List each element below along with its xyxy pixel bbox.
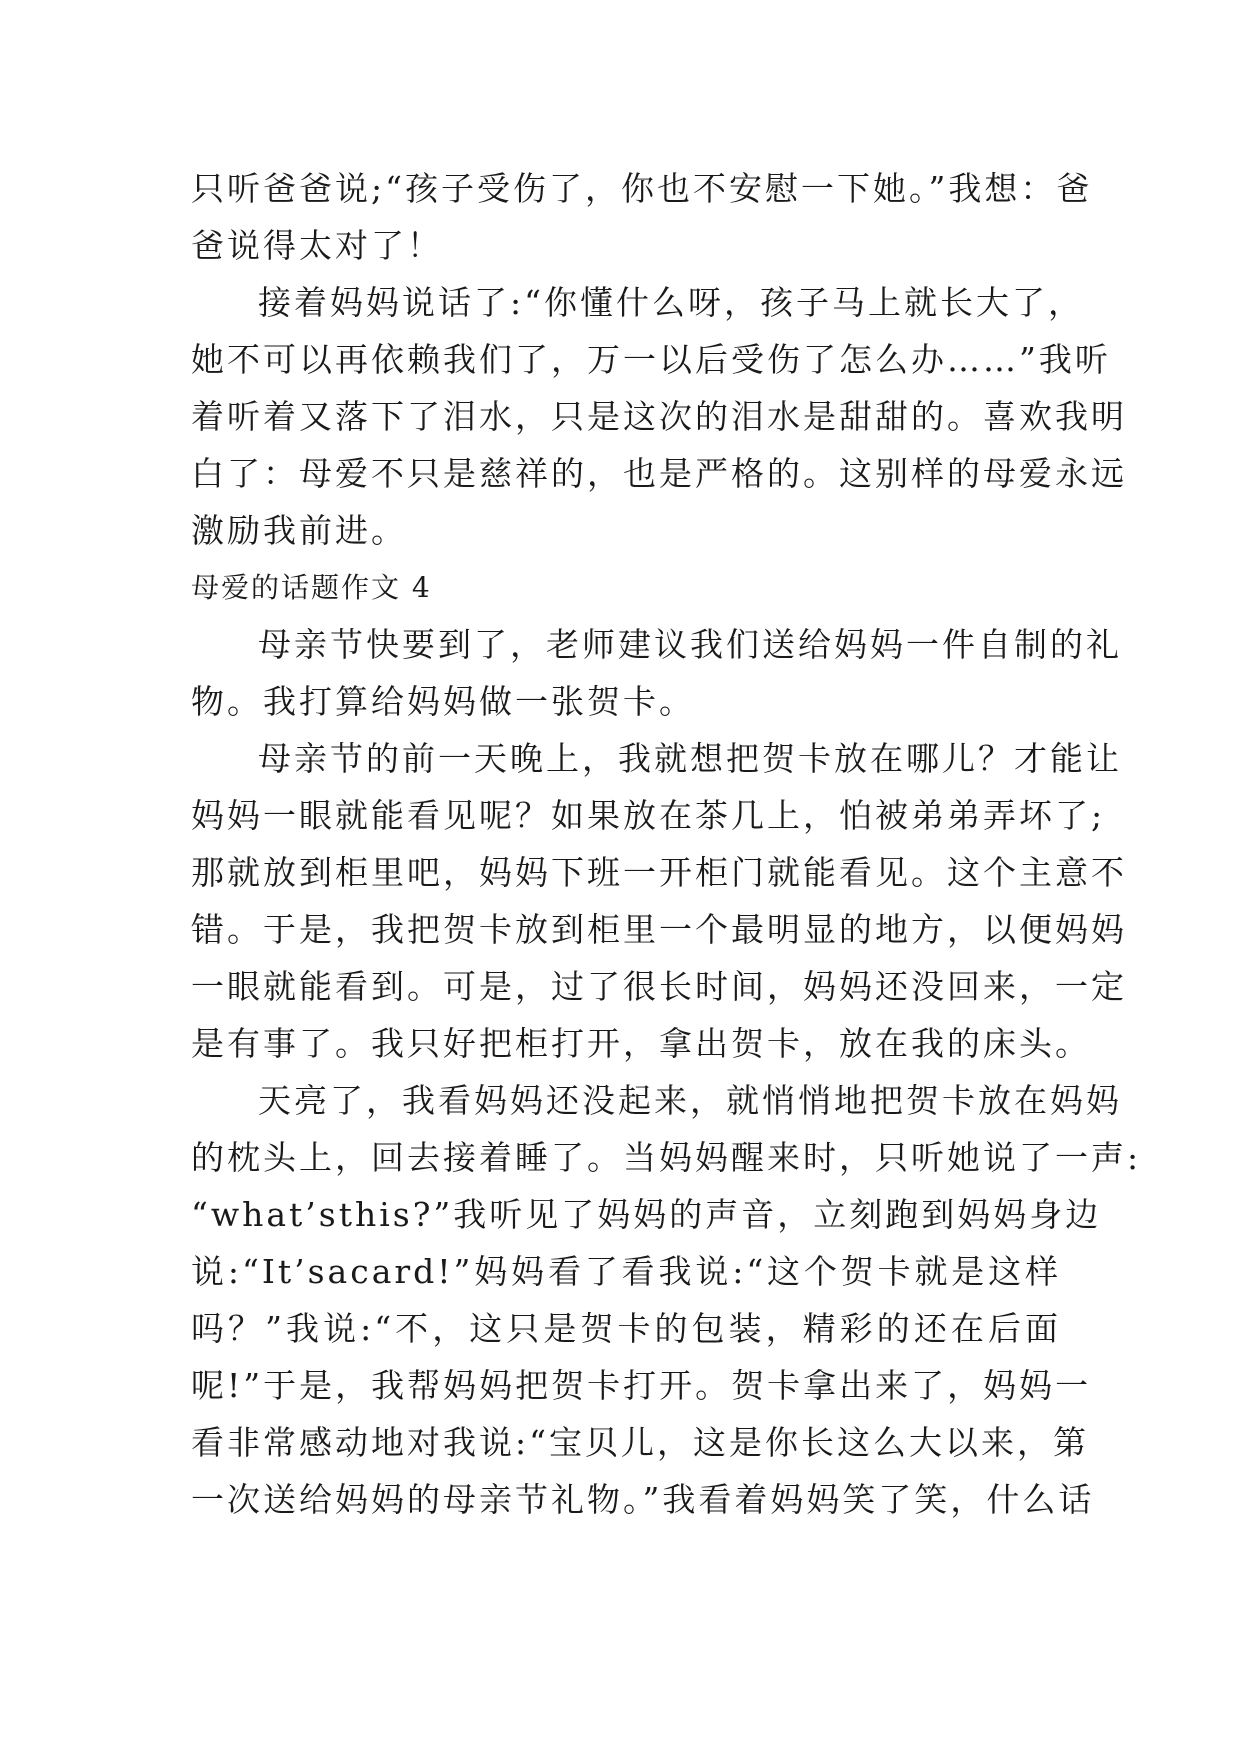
text-line: 说:“It’sacard!”妈妈看了看我说:“这个贺卡就是这样 — [191, 1252, 1061, 1291]
text-line: 一眼就能看到。可是，过了很长时间，妈妈还没回来，一定 — [191, 967, 1127, 1006]
text-line: 物。我打算给妈妈做一张贺卡。 — [191, 682, 695, 721]
paragraph-first-line: 母亲节快要到了，老师建议我们送给妈妈一件自制的礼 — [258, 625, 1122, 664]
paragraph-first-line: 接着妈妈说话了:“你懂什么呀，孩子马上就长大了， — [258, 283, 1084, 322]
text-line: 只听爸爸说;“孩子受伤了，你也不安慰一下她。”我想：爸 — [191, 169, 1093, 208]
text-line: 她不可以再依赖我们了，万一以后受伤了怎么办……”我听 — [191, 340, 1111, 379]
text-line: 的枕头上，回去接着睡了。当妈妈醒来时，只听她说了一声: — [191, 1138, 1142, 1177]
paragraph-first-line: 母亲节的前一天晚上，我就想把贺卡放在哪儿？才能让 — [258, 739, 1122, 778]
text-line: 呢!”于是，我帮妈妈把贺卡打开。贺卡拿出来了，妈妈一 — [191, 1366, 1092, 1405]
text-line: 看非常感动地对我说:“宝贝儿，这是你长这么大以来，第 — [191, 1423, 1089, 1462]
text-line: 吗？”我说:“不，这只是贺卡的包装，精彩的还在后面 — [191, 1309, 1061, 1348]
paragraph-first-line: 天亮了，我看妈妈还没起来，就悄悄地把贺卡放在妈妈 — [258, 1081, 1122, 1120]
text-line: 错。于是，我把贺卡放到柜里一个最明显的地方，以便妈妈 — [191, 910, 1127, 949]
text-line: 妈妈一眼就能看见呢？如果放在茶几上，怕被弟弟弄坏了; — [191, 796, 1106, 835]
text-line: 着听着又落下了泪水，只是这次的泪水是甜甜的。喜欢我明 — [191, 397, 1127, 436]
section-heading: 母爱的话题作文 4 — [191, 571, 432, 604]
text-line: 激励我前进。 — [191, 511, 407, 550]
text-line: 一次送给妈妈的母亲节礼物。”我看着妈妈笑了笑，什么话 — [191, 1480, 1095, 1519]
text-line: 是有事了。我只好把柜打开，拿出贺卡，放在我的床头。 — [191, 1024, 1091, 1063]
essay-body — [191, 160, 1142, 1528]
text-line: 爸说得太对了！ — [191, 226, 443, 265]
text-line: “what’sthis?”我听见了妈妈的声音，立刻跑到妈妈身边 — [191, 1195, 1102, 1234]
text-line: 白了：母爱不只是慈祥的，也是严格的。这别样的母爱永远 — [191, 454, 1127, 493]
text-line: 那就放到柜里吧，妈妈下班一开柜门就能看见。这个主意不 — [191, 853, 1127, 892]
